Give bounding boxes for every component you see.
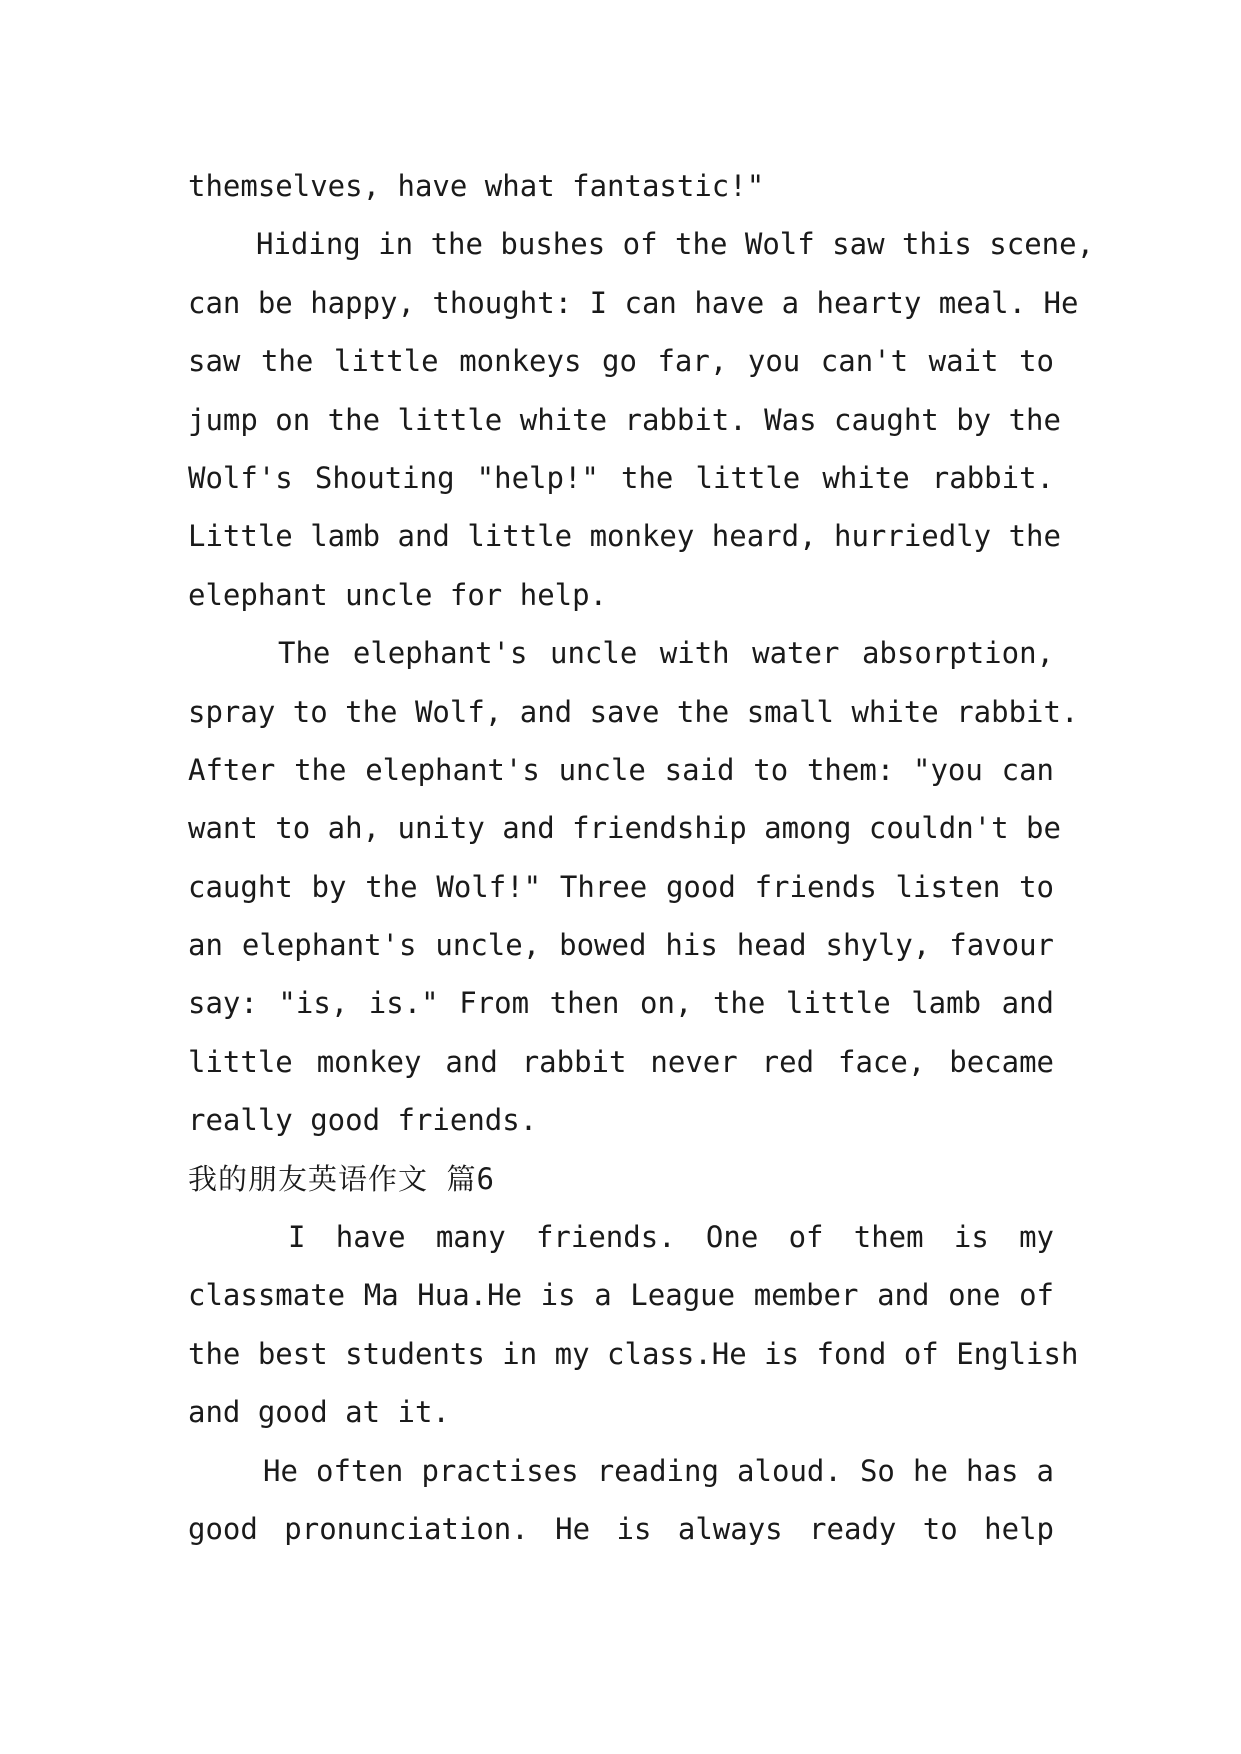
text-line: themselves, have what fantastic!" — [188, 169, 765, 203]
text-line: Little lamb and little monkey heard, hurriedly the — [188, 519, 1061, 554]
text-line: little monkey and rabbit never red face, became — [188, 1044, 1054, 1079]
paragraph-start-line: I have many friends. One of them is my — [288, 1220, 1054, 1255]
section-heading: 我的朋友英语作文 篇6 — [188, 1161, 495, 1196]
text-line: classmate Ma Hua.He is a League member and one of — [188, 1278, 1054, 1313]
text-line: say: "is, is." From then on, the little lamb and — [188, 986, 1054, 1021]
text-line: really good friends. — [188, 1103, 538, 1138]
text-line: Wolf's Shouting "help!" the little white rabbit. — [188, 460, 1054, 495]
text-line: spray to the Wolf, and save the small white rabbit. — [188, 694, 1079, 729]
document-body — [188, 157, 1095, 1558]
text-line: elephant uncle for help. — [188, 577, 608, 612]
paragraph-start-line: Hiding in the bushes of the Wolf saw this scene, — [256, 227, 1095, 262]
text-line: good pronunciation. He is always ready to help — [188, 1511, 1054, 1546]
text-line: an elephant's uncle, bowed his head shyly, favour — [188, 928, 1054, 963]
text-line: saw the little monkeys go far, you can't wait to — [188, 344, 1054, 379]
paragraph-start-line: He often practises reading aloud. So he has a — [263, 1453, 1054, 1488]
paragraph-start-line: The elephant's uncle with water absorption, — [278, 636, 1054, 671]
text-line: want to ah, unity and friendship among couldn't be — [188, 811, 1061, 846]
text-line: caught by the Wolf!" Three good friends listen to — [188, 869, 1054, 904]
text-line: After the elephant's uncle said to them: "you can — [188, 752, 1054, 787]
text-line: the best students in my class.He is fond of English — [188, 1336, 1079, 1371]
text-line: jump on the little white rabbit. Was caught by the — [188, 402, 1061, 437]
text-line: can be happy, thought: I can have a hearty meal. He — [188, 285, 1079, 320]
text-line: and good at it. — [188, 1395, 450, 1430]
